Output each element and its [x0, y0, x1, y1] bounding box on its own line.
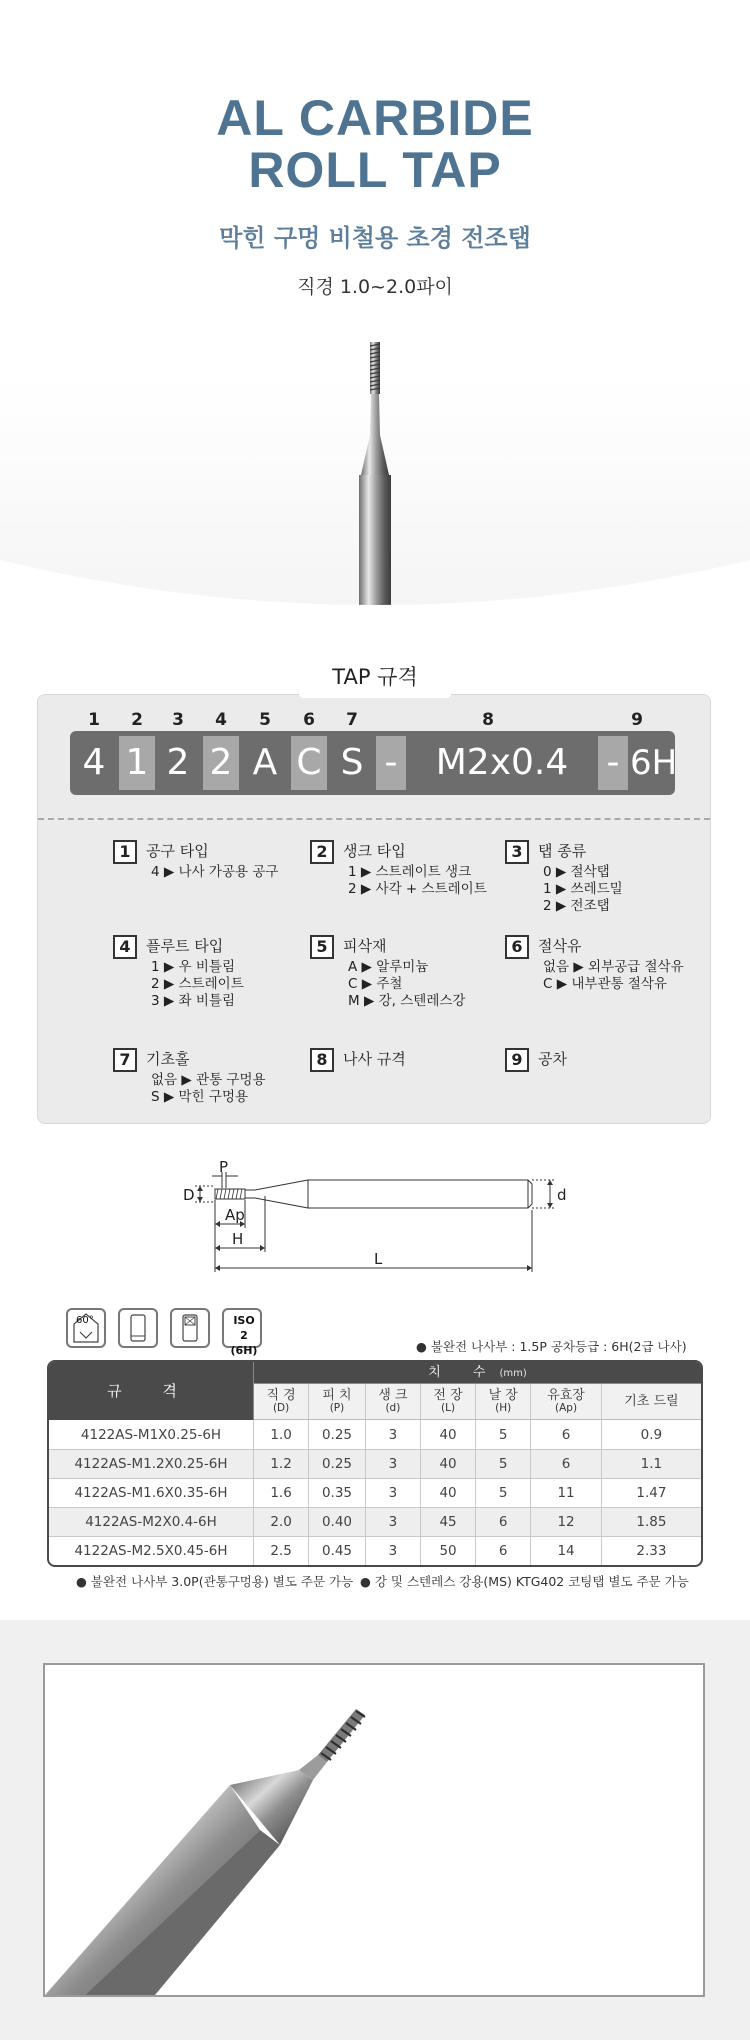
code-digit: 1	[119, 736, 155, 790]
code-digit: C	[291, 736, 327, 790]
item-line: 3 ▶ 좌 비틀림	[151, 993, 236, 1009]
table-row	[49, 1507, 701, 1536]
cell-pitch: 0.25	[309, 1449, 366, 1478]
cell-spec: 4122AS-M1X0.25-6H	[49, 1420, 254, 1449]
column-unit: (L)	[441, 1401, 456, 1414]
column-header-overall-length	[421, 1384, 476, 1420]
item-title: 공차	[538, 1050, 567, 1068]
code-tolerance: 6H	[630, 743, 678, 783]
item-title: 피삭재	[343, 937, 387, 955]
item-number-badge: 1	[113, 840, 137, 864]
cell-diameter: 1.2	[254, 1449, 309, 1478]
chamfer-angle-label: 60°	[76, 1315, 94, 1326]
cell-shank: 3	[366, 1507, 421, 1536]
position-number: 7	[346, 710, 358, 730]
cell-shank: 3	[366, 1478, 421, 1507]
iso-class-icon	[222, 1308, 262, 1357]
code-digit: 2	[166, 742, 190, 783]
item-line: 없음 ▶ 외부공급 절삭유	[543, 959, 684, 975]
item-number-badge: 2	[310, 840, 334, 864]
cell-diameter: 2.5	[254, 1536, 309, 1565]
dim-label-l: L	[374, 1250, 383, 1268]
spec-item-tolerance	[505, 1048, 695, 1078]
cell-diameter: 1.6	[254, 1478, 309, 1507]
item-line: S ▶ 막힌 구멍용	[151, 1089, 249, 1105]
column-label: 생 크	[378, 1387, 408, 1403]
position-number: 1	[88, 710, 100, 730]
spec-item-shank-type	[310, 840, 500, 920]
product-subtitle: 막힌 구멍 비철용 초경 전조탭	[219, 224, 531, 252]
cell-spec: 4122AS-M1.2X0.25-6H	[49, 1449, 254, 1478]
dim-label-d-major: D	[183, 1186, 195, 1204]
product-title-line1: AL CARBIDE	[216, 90, 534, 146]
dimension-group-label: 치 수	[428, 1364, 500, 1380]
code-thread-size: M2x0.4	[435, 742, 569, 783]
cell-tap-drill: 2.33	[602, 1536, 701, 1565]
cell-effective-length: 12	[531, 1507, 602, 1536]
cell-thread-length: 5	[476, 1478, 531, 1507]
cell-effective-length: 6	[531, 1449, 602, 1478]
cell-spec: 4122AS-M2.5X0.45-6H	[49, 1536, 254, 1565]
spec-table	[47, 1360, 703, 1567]
column-label: 피 치	[322, 1387, 352, 1403]
dim-label-d-shank: d	[557, 1186, 567, 1204]
spec-item-coolant	[505, 935, 705, 1015]
item-number-badge: 7	[113, 1048, 137, 1072]
item-line: 4 ▶ 나사 가공용 공구	[151, 864, 279, 880]
cell-overall-length: 40	[421, 1449, 476, 1478]
cell-shank: 3	[366, 1420, 421, 1449]
dim-label-ap: Ap	[225, 1206, 245, 1224]
cell-thread-length: 5	[476, 1449, 531, 1478]
hero-section	[0, 0, 750, 630]
table-row	[49, 1420, 701, 1449]
roll-tap-closeup-photo	[45, 1665, 703, 1995]
position-number: 8	[482, 710, 494, 730]
cell-spec: 4122AS-M2X0.4-6H	[49, 1507, 254, 1536]
item-line: 2 ▶ 전조탭	[543, 898, 610, 914]
item-line: 0 ▶ 절삭탭	[543, 864, 610, 880]
column-label: 유효장	[547, 1387, 585, 1403]
code-separator: -	[376, 736, 406, 790]
code-digit: S	[340, 742, 364, 783]
item-number-badge: 4	[113, 935, 137, 959]
column-label: 날 장	[488, 1387, 518, 1403]
item-title: 플루트 타입	[146, 937, 224, 955]
position-number: 6	[303, 710, 315, 730]
table-row	[49, 1449, 701, 1478]
cell-tap-drill: 1.47	[602, 1478, 701, 1507]
thread-info-note: ● 불완전 나사부 : 1.5P 공차등급 : 6H(2급 나사)	[416, 1339, 687, 1354]
position-number: 4	[215, 710, 227, 730]
item-title: 나사 규격	[343, 1050, 406, 1068]
iso-class-label: ISO 2	[233, 1314, 255, 1342]
order-note-coating: ● 강 및 스텐레스 강용(MS) KTG402 코팅탭 별도 주문 가능	[360, 1574, 689, 1589]
dimension-unit: (mm)	[499, 1367, 527, 1379]
cell-overall-length: 40	[421, 1420, 476, 1449]
cell-overall-length: 40	[421, 1478, 476, 1507]
cell-effective-length: 14	[531, 1536, 602, 1565]
column-group-dimensions	[254, 1362, 701, 1384]
cell-pitch: 0.25	[309, 1420, 366, 1449]
dim-label-h: H	[232, 1230, 244, 1248]
code-digit: 2	[203, 736, 239, 790]
order-note-thread: ● 불완전 나사부 3.0P(관통구멍용) 별도 주문 가능	[76, 1574, 354, 1589]
chamfer-60-icon	[66, 1308, 106, 1348]
cell-shank: 3	[366, 1536, 421, 1565]
cell-diameter: 1.0	[254, 1420, 309, 1449]
position-number: 5	[259, 710, 271, 730]
cell-spec: 4122AS-M1.6X0.35-6H	[49, 1478, 254, 1507]
cell-pitch: 0.40	[309, 1507, 366, 1536]
table-row	[49, 1478, 701, 1507]
cell-pitch: 0.35	[309, 1478, 366, 1507]
code-separator: -	[598, 736, 628, 790]
item-number-badge: 9	[505, 1048, 529, 1072]
cell-pitch: 0.45	[309, 1536, 366, 1565]
cell-thread-length: 5	[476, 1420, 531, 1449]
item-title: 절삭유	[538, 937, 582, 955]
cell-thread-length: 6	[476, 1507, 531, 1536]
tap-dimension-drawing	[180, 1160, 580, 1290]
item-title: 생크 타입	[343, 842, 406, 860]
spec-item-workpiece	[310, 935, 500, 1015]
tap-spec-heading: TAP 규격	[299, 656, 451, 698]
item-number-badge: 6	[505, 935, 529, 959]
column-unit: (Ap)	[555, 1401, 578, 1414]
item-line: 1 ▶ 우 비틀림	[151, 959, 236, 975]
cell-shank: 3	[366, 1449, 421, 1478]
item-number-badge: 8	[310, 1048, 334, 1072]
column-header-thread-length	[476, 1384, 531, 1420]
item-title: 탭 종류	[538, 842, 587, 860]
cell-effective-length: 11	[531, 1478, 602, 1507]
spec-item-thread-size	[310, 1048, 500, 1078]
cell-overall-length: 45	[421, 1507, 476, 1536]
column-header-effective-length	[531, 1384, 602, 1420]
hero-curve-divider	[0, 540, 750, 630]
cell-diameter: 2.0	[254, 1507, 309, 1536]
column-label: 전 장	[433, 1387, 463, 1403]
cell-tap-drill: 0.9	[640, 1426, 663, 1443]
column-unit: (P)	[329, 1401, 345, 1414]
cell-tap-drill: 1.85	[602, 1507, 701, 1536]
cell-thread-length: 6	[476, 1536, 531, 1565]
column-unit: (H)	[495, 1401, 512, 1414]
column-header-shank	[366, 1384, 421, 1420]
item-line: 없음 ▶ 관통 구멍용	[151, 1072, 266, 1088]
item-title: 기초홀	[146, 1050, 190, 1068]
column-label: 기초 드릴	[624, 1394, 679, 1409]
column-header-tap-drill	[602, 1384, 701, 1420]
cell-overall-length: 50	[421, 1536, 476, 1565]
cell-tap-drill: 1.1	[602, 1449, 701, 1478]
item-line: 2 ▶ 사각 + 스트레이트	[348, 881, 487, 897]
item-line: C ▶ 주철	[348, 976, 403, 992]
position-number: 9	[631, 710, 643, 730]
column-label: 직 경	[266, 1387, 296, 1403]
item-title: 공구 타입	[146, 842, 209, 860]
position-number: 3	[172, 710, 184, 730]
spec-item-tool-type	[113, 840, 303, 920]
iso-tolerance-label: (6H)	[230, 1344, 258, 1357]
closeup-photo-frame	[43, 1663, 705, 1997]
item-number-badge: 3	[505, 840, 529, 864]
dashed-divider	[38, 818, 710, 820]
column-header-spec: 규 격	[49, 1362, 254, 1420]
spec-item-tap-kind	[505, 840, 695, 920]
column-unit: (d)	[385, 1401, 401, 1414]
item-line: M ▶ 강, 스텐레스강	[348, 993, 466, 1009]
item-line: 1 ▶ 스트레이트 생크	[348, 864, 472, 880]
item-line: C ▶ 내부관통 절삭유	[543, 976, 667, 992]
dim-label-p: P	[219, 1160, 229, 1176]
tap-code-bar	[70, 731, 678, 795]
code-digit: 4	[82, 742, 106, 783]
product-title-line2: ROLL TAP	[248, 142, 502, 198]
column-header-pitch	[309, 1384, 366, 1420]
spec-item-flute-type	[113, 935, 303, 1015]
column-unit: (D)	[272, 1401, 290, 1414]
table-row	[49, 1536, 701, 1565]
cell-effective-length: 6	[531, 1420, 602, 1449]
item-number-badge: 5	[310, 935, 334, 959]
spec-item-pilot-hole	[113, 1048, 303, 1108]
straight-shank-icon	[118, 1308, 158, 1348]
code-digit: A	[252, 742, 278, 783]
column-header-diameter	[254, 1384, 309, 1420]
item-line: 1 ▶ 쓰레드밀	[543, 881, 623, 897]
product-title	[0, 92, 750, 196]
square-shank-icon	[170, 1308, 210, 1348]
item-line: A ▶ 알루미늄	[348, 959, 429, 975]
position-number: 2	[131, 710, 143, 730]
item-line: 2 ▶ 스트레이트	[151, 976, 244, 992]
diameter-range: 직경 1.0~2.0파이	[297, 276, 453, 298]
